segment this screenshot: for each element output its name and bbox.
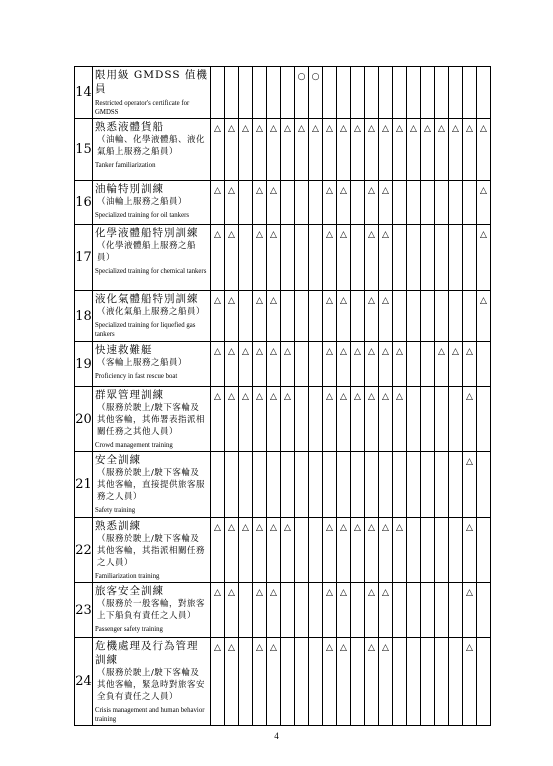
triangle-mark: △	[337, 342, 351, 387]
triangle-mark: △	[463, 387, 477, 452]
triangle-mark: △	[407, 119, 421, 181]
triangle-mark: △	[253, 583, 267, 638]
table-row	[75, 387, 491, 452]
empty-cell	[281, 225, 295, 291]
triangle-mark: △	[253, 225, 267, 291]
empty-cell	[477, 67, 491, 119]
triangle-mark: △	[463, 583, 477, 638]
empty-cell	[309, 518, 323, 583]
empty-cell	[393, 225, 407, 291]
empty-cell	[309, 291, 323, 342]
empty-cell	[435, 452, 449, 518]
course-scope-zh: （服務於駛上/駛下客輪及其他客輪，其指派相關任務之人員）	[97, 534, 206, 568]
row-number: 14	[75, 67, 93, 119]
row-number: 19	[75, 342, 93, 387]
empty-cell	[295, 638, 309, 726]
table-row	[75, 67, 491, 119]
empty-cell	[351, 583, 365, 638]
triangle-mark: △	[211, 119, 225, 181]
empty-cell	[407, 518, 421, 583]
course-title-en: Restricted operator's certificate for GMDSS	[95, 100, 190, 116]
triangle-mark: △	[211, 583, 225, 638]
empty-cell	[351, 638, 365, 726]
triangle-mark: △	[365, 638, 379, 726]
empty-cell	[295, 342, 309, 387]
triangle-mark: △	[295, 119, 309, 181]
course-description	[93, 67, 211, 119]
course-title-en: Specialized training for oil tankers	[95, 212, 189, 219]
triangle-mark: △	[323, 638, 337, 726]
empty-cell	[281, 638, 295, 726]
triangle-mark: △	[463, 119, 477, 181]
course-scope-zh: （服務於駛上/駛下客輪及其他客輪，直接提供旅客服務之人員）	[97, 468, 206, 502]
triangle-mark: △	[351, 342, 365, 387]
empty-cell	[463, 225, 477, 291]
empty-cell	[449, 452, 463, 518]
empty-cell	[421, 342, 435, 387]
empty-cell	[337, 67, 351, 119]
empty-cell	[281, 583, 295, 638]
table-row	[75, 119, 491, 181]
empty-cell	[309, 452, 323, 518]
triangle-mark: △	[337, 225, 351, 291]
empty-cell	[281, 291, 295, 342]
triangle-mark: △	[253, 387, 267, 452]
triangle-mark: △	[267, 119, 281, 181]
triangle-mark: △	[449, 119, 463, 181]
empty-cell	[225, 67, 239, 119]
triangle-mark: △	[239, 387, 253, 452]
table-body	[75, 67, 491, 726]
triangle-mark: △	[267, 583, 281, 638]
triangle-mark: △	[393, 342, 407, 387]
empty-cell	[295, 291, 309, 342]
course-scope-zh: （服務於駛上/駛下客輪及其他客輪，緊急時對旅客安全負有責任之人員）	[97, 668, 206, 702]
empty-cell	[379, 452, 393, 518]
triangle-mark: △	[239, 342, 253, 387]
empty-cell	[309, 638, 323, 726]
triangle-mark: △	[267, 518, 281, 583]
triangle-mark: △	[211, 181, 225, 225]
triangle-mark: △	[281, 518, 295, 583]
empty-cell	[211, 452, 225, 518]
triangle-mark: △	[463, 452, 477, 518]
course-scope-zh: （服務於駛上/駛下客輪及其他客輪，其佈署表指派相關任務之其他人員）	[97, 403, 206, 437]
triangle-mark: △	[267, 387, 281, 452]
triangle-mark: △	[225, 387, 239, 452]
triangle-mark: △	[323, 387, 337, 452]
empty-cell	[281, 181, 295, 225]
course-description	[93, 387, 211, 452]
course-scope-zh: （化學液體船上服務之船員）	[97, 241, 197, 263]
triangle-mark: △	[337, 119, 351, 181]
course-description	[93, 583, 211, 638]
empty-cell	[309, 583, 323, 638]
triangle-mark: △	[253, 291, 267, 342]
empty-cell	[379, 67, 393, 119]
course-scope-zh: （服務於一般客輪，對旅客上下船負有責任之人員）	[97, 599, 206, 621]
empty-cell	[449, 291, 463, 342]
empty-cell	[435, 291, 449, 342]
triangle-mark: △	[393, 387, 407, 452]
empty-cell	[407, 181, 421, 225]
triangle-mark: △	[435, 342, 449, 387]
triangle-mark: △	[351, 119, 365, 181]
empty-cell	[211, 67, 225, 119]
course-title-zh: 危機處理及行為管理訓練	[95, 640, 199, 666]
triangle-mark: △	[225, 291, 239, 342]
triangle-mark: △	[253, 518, 267, 583]
course-title-en: Specialized training for chemical tankers	[95, 268, 207, 275]
triangle-mark: △	[253, 342, 267, 387]
triangle-mark: △	[365, 583, 379, 638]
table-row	[75, 583, 491, 638]
empty-cell	[239, 225, 253, 291]
empty-cell	[407, 225, 421, 291]
empty-cell	[351, 67, 365, 119]
empty-cell	[239, 67, 253, 119]
triangle-mark: △	[281, 342, 295, 387]
triangle-mark: △	[267, 181, 281, 225]
triangle-mark: △	[463, 638, 477, 726]
empty-cell	[295, 181, 309, 225]
empty-cell	[421, 291, 435, 342]
row-number: 17	[75, 225, 93, 291]
triangle-mark: △	[477, 225, 491, 291]
empty-cell	[421, 583, 435, 638]
table-row	[75, 342, 491, 387]
empty-cell	[421, 387, 435, 452]
triangle-mark: △	[393, 518, 407, 583]
triangle-mark: △	[477, 291, 491, 342]
course-description	[93, 291, 211, 342]
course-scope-zh: （油輪、化學液體船、液化氣船上服務之船員）	[97, 135, 206, 157]
empty-cell	[449, 583, 463, 638]
triangle-mark: △	[323, 291, 337, 342]
triangle-mark: △	[449, 342, 463, 387]
triangle-mark: △	[281, 119, 295, 181]
triangle-mark: △	[379, 583, 393, 638]
course-description	[93, 119, 211, 181]
triangle-mark: △	[337, 181, 351, 225]
triangle-mark: △	[463, 518, 477, 583]
triangle-mark: △	[253, 119, 267, 181]
triangle-mark: △	[379, 119, 393, 181]
table-row	[75, 291, 491, 342]
triangle-mark: △	[323, 181, 337, 225]
empty-cell	[337, 452, 351, 518]
empty-cell	[295, 518, 309, 583]
triangle-mark: △	[225, 518, 239, 583]
empty-cell	[407, 67, 421, 119]
triangle-mark: △	[337, 387, 351, 452]
empty-cell	[281, 452, 295, 518]
triangle-mark: △	[379, 518, 393, 583]
row-number: 16	[75, 181, 93, 225]
triangle-mark: △	[309, 119, 323, 181]
empty-cell	[407, 342, 421, 387]
course-description	[93, 638, 211, 726]
triangle-mark: △	[365, 119, 379, 181]
triangle-mark: △	[365, 342, 379, 387]
triangle-mark: △	[323, 342, 337, 387]
triangle-mark: △	[337, 638, 351, 726]
course-title-zh: 熟悉液體貨船	[95, 121, 164, 133]
row-number: 23	[75, 583, 93, 638]
triangle-mark: △	[267, 225, 281, 291]
empty-cell	[393, 638, 407, 726]
empty-cell	[295, 387, 309, 452]
course-scope-zh: （油輪上服務之船員）	[97, 197, 188, 207]
empty-cell	[309, 181, 323, 225]
empty-cell	[449, 181, 463, 225]
row-number: 18	[75, 291, 93, 342]
course-title-en: Familiarization training	[95, 573, 160, 580]
triangle-mark: △	[225, 181, 239, 225]
empty-cell	[351, 181, 365, 225]
empty-cell	[393, 583, 407, 638]
triangle-mark: △	[379, 225, 393, 291]
empty-cell	[393, 67, 407, 119]
course-title-en: Tanker familiarization	[95, 162, 156, 169]
row-number: 24	[75, 638, 93, 726]
triangle-mark: △	[211, 342, 225, 387]
empty-cell	[393, 291, 407, 342]
empty-cell	[323, 67, 337, 119]
page-number: 4	[274, 731, 279, 741]
empty-cell	[295, 225, 309, 291]
triangle-mark: △	[239, 518, 253, 583]
empty-cell	[239, 452, 253, 518]
triangle-mark: △	[211, 225, 225, 291]
course-description	[93, 181, 211, 225]
empty-cell	[449, 518, 463, 583]
empty-cell	[463, 67, 477, 119]
empty-cell	[309, 387, 323, 452]
triangle-mark: △	[323, 119, 337, 181]
empty-cell	[421, 225, 435, 291]
empty-cell	[435, 225, 449, 291]
empty-cell	[407, 452, 421, 518]
triangle-mark: △	[379, 638, 393, 726]
empty-cell	[463, 291, 477, 342]
empty-cell	[477, 342, 491, 387]
triangle-mark: △	[477, 181, 491, 225]
triangle-mark: △	[225, 638, 239, 726]
table-row	[75, 638, 491, 726]
triangle-mark: △	[365, 518, 379, 583]
empty-cell	[421, 518, 435, 583]
course-description	[93, 225, 211, 291]
triangle-mark: △	[225, 225, 239, 291]
course-description	[93, 342, 211, 387]
course-title-zh: 熟悉訓練	[95, 520, 141, 532]
course-description	[93, 452, 211, 518]
triangle-mark: △	[211, 387, 225, 452]
triangle-mark: △	[281, 387, 295, 452]
triangle-mark: △	[323, 518, 337, 583]
empty-cell	[253, 67, 267, 119]
empty-cell	[281, 67, 295, 119]
empty-cell	[477, 583, 491, 638]
triangle-mark: △	[393, 119, 407, 181]
empty-cell	[323, 452, 337, 518]
empty-cell	[295, 583, 309, 638]
triangle-mark: △	[379, 291, 393, 342]
course-title-en: Passenger safety training	[95, 626, 163, 633]
empty-cell	[421, 181, 435, 225]
empty-cell	[421, 452, 435, 518]
empty-cell	[393, 452, 407, 518]
empty-cell	[309, 225, 323, 291]
empty-cell	[449, 387, 463, 452]
triangle-mark: △	[337, 583, 351, 638]
triangle-mark: △	[421, 119, 435, 181]
course-title-zh: 旅客安全訓練	[95, 585, 164, 597]
empty-cell	[253, 452, 267, 518]
empty-cell	[407, 638, 421, 726]
empty-cell	[435, 387, 449, 452]
triangle-mark: △	[337, 291, 351, 342]
empty-cell	[407, 387, 421, 452]
triangle-mark: △	[435, 119, 449, 181]
empty-cell	[351, 452, 365, 518]
course-title-en: Safety training	[95, 507, 136, 514]
triangle-mark: △	[239, 119, 253, 181]
course-title-zh: 油輪特別訓練	[95, 183, 164, 195]
certificate-table	[74, 66, 491, 726]
table-row	[75, 225, 491, 291]
empty-cell	[477, 387, 491, 452]
empty-cell	[239, 638, 253, 726]
row-number: 20	[75, 387, 93, 452]
course-title-zh: 限用級 GMDSS 值機員	[95, 69, 208, 95]
triangle-mark: △	[365, 387, 379, 452]
empty-cell	[421, 67, 435, 119]
triangle-mark: △	[337, 518, 351, 583]
empty-cell	[351, 291, 365, 342]
course-description	[93, 518, 211, 583]
triangle-mark: △	[267, 291, 281, 342]
empty-cell	[365, 452, 379, 518]
course-title-zh: 化學液體船特別訓練	[95, 227, 199, 239]
row-number: 22	[75, 518, 93, 583]
empty-cell	[435, 518, 449, 583]
row-number: 21	[75, 452, 93, 518]
empty-cell	[351, 225, 365, 291]
course-title-en: Proficiency in fast rescue boat	[95, 373, 178, 380]
triangle-mark: △	[379, 387, 393, 452]
triangle-mark: △	[365, 291, 379, 342]
table-row	[75, 181, 491, 225]
triangle-mark: △	[253, 181, 267, 225]
triangle-mark: △	[379, 342, 393, 387]
triangle-mark: △	[477, 119, 491, 181]
triangle-mark: △	[225, 342, 239, 387]
empty-cell	[435, 181, 449, 225]
course-title-en: Specialized training for liquefied gas tankers	[95, 322, 196, 338]
triangle-mark: △	[323, 225, 337, 291]
triangle-mark: △	[211, 518, 225, 583]
empty-cell	[365, 67, 379, 119]
circle-mark: ○	[295, 67, 309, 119]
empty-cell	[239, 291, 253, 342]
triangle-mark: △	[225, 583, 239, 638]
triangle-mark: △	[365, 181, 379, 225]
course-title-zh: 快速救難艇	[95, 344, 153, 356]
triangle-mark: △	[225, 119, 239, 181]
triangle-mark: △	[379, 181, 393, 225]
empty-cell	[463, 181, 477, 225]
circle-mark: ○	[309, 67, 323, 119]
empty-cell	[239, 181, 253, 225]
course-title-zh: 液化氣體船特別訓練	[95, 293, 199, 305]
triangle-mark: △	[323, 583, 337, 638]
triangle-mark: △	[351, 387, 365, 452]
empty-cell	[435, 67, 449, 119]
triangle-mark: △	[267, 342, 281, 387]
triangle-mark: △	[463, 342, 477, 387]
empty-cell	[225, 452, 239, 518]
empty-cell	[239, 583, 253, 638]
empty-cell	[477, 452, 491, 518]
empty-cell	[267, 452, 281, 518]
empty-cell	[477, 518, 491, 583]
empty-cell	[267, 67, 281, 119]
empty-cell	[295, 452, 309, 518]
course-title-en: Crisis management and human behavior training	[95, 707, 205, 723]
empty-cell	[421, 638, 435, 726]
empty-cell	[309, 342, 323, 387]
empty-cell	[449, 225, 463, 291]
triangle-mark: △	[211, 291, 225, 342]
course-scope-zh: （液化氣船上服務之船員）	[97, 307, 206, 317]
course-title-en: Crowd management training	[95, 442, 173, 449]
triangle-mark: △	[253, 638, 267, 726]
empty-cell	[477, 638, 491, 726]
empty-cell	[407, 583, 421, 638]
triangle-mark: △	[211, 638, 225, 726]
empty-cell	[449, 638, 463, 726]
row-number: 15	[75, 119, 93, 181]
triangle-mark: △	[351, 518, 365, 583]
empty-cell	[449, 67, 463, 119]
empty-cell	[435, 583, 449, 638]
empty-cell	[393, 181, 407, 225]
course-scope-zh: （客輪上服務之船員）	[97, 358, 188, 368]
triangle-mark: △	[365, 225, 379, 291]
empty-cell	[407, 291, 421, 342]
table-row	[75, 518, 491, 583]
course-title-zh: 安全訓練	[95, 454, 141, 466]
triangle-mark: △	[267, 638, 281, 726]
empty-cell	[435, 638, 449, 726]
course-title-zh: 群眾管理訓練	[95, 389, 164, 401]
table-row	[75, 452, 491, 518]
